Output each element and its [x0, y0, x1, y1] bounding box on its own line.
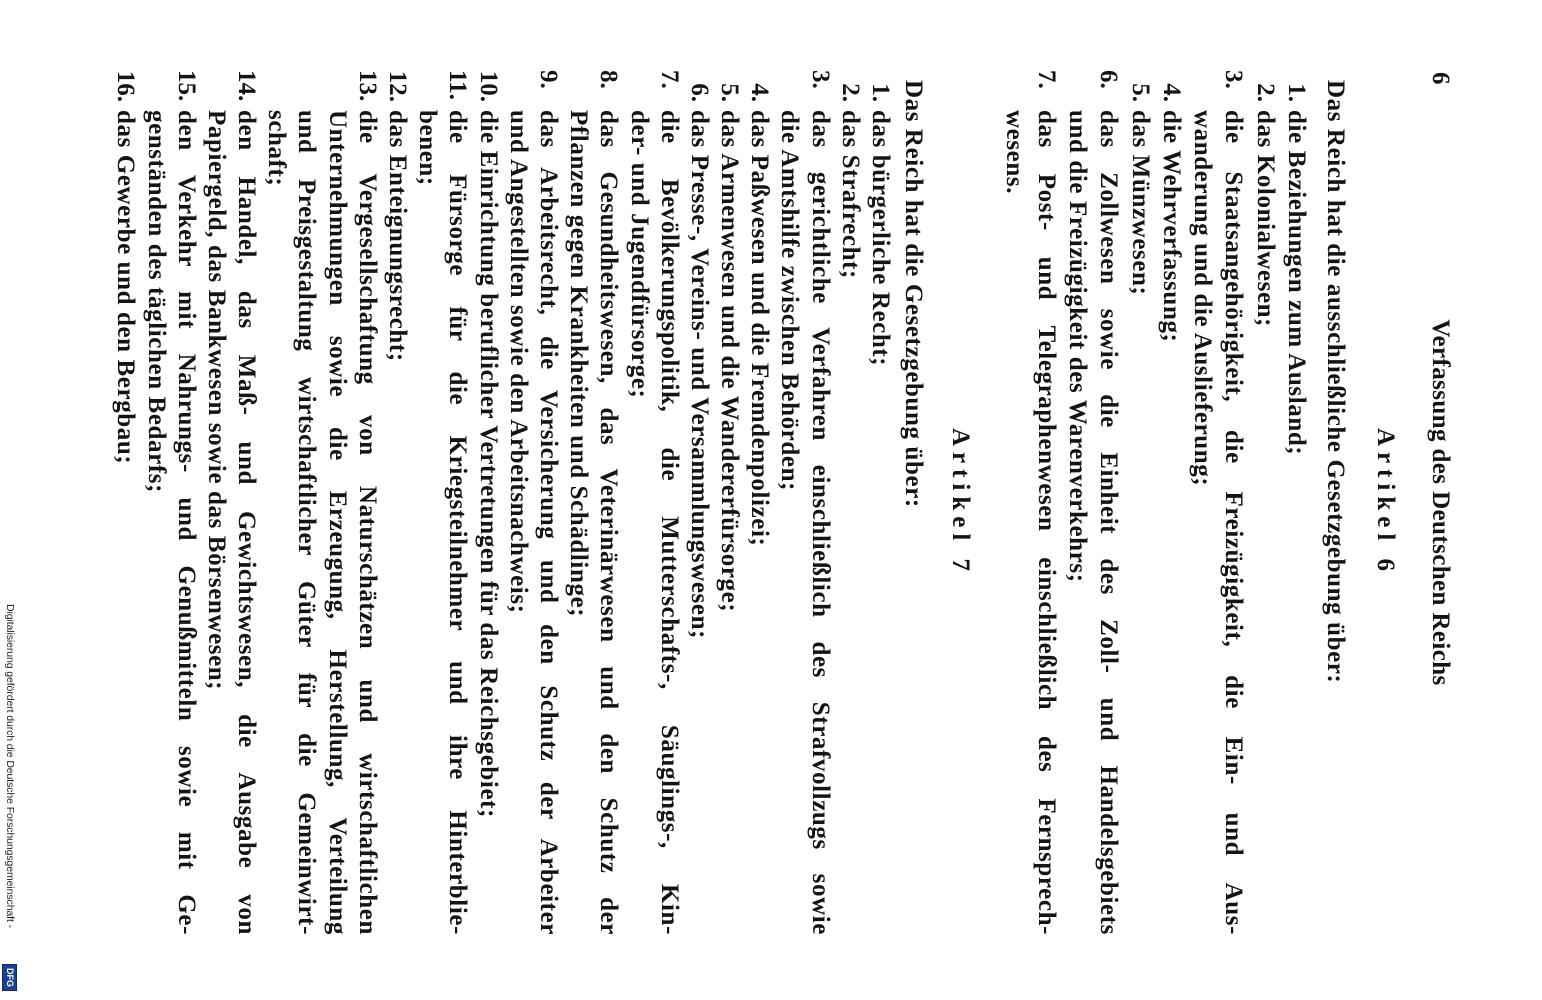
- item-text: das Münzwesen;: [1126, 110, 1154, 296]
- item-continuation-line: [623, 70, 653, 935]
- article-heading: Artikel 6: [1372, 427, 1399, 578]
- item-first-line: [382, 70, 412, 935]
- list-item: [1281, 70, 1312, 935]
- item-continuation-line: [1187, 70, 1218, 935]
- list-item: [835, 70, 865, 935]
- item-first-line: [110, 70, 140, 935]
- item-number: 5.: [1126, 83, 1154, 102]
- item-text: Papiergeld, das Bankwesen sowie das Börsenwesen;: [202, 110, 230, 691]
- item-continuation-line: [774, 70, 804, 935]
- item-text: das Armenwesen und die Wandererfürsorge;: [716, 110, 744, 613]
- item-number: 11.: [444, 70, 472, 100]
- article-6: [999, 70, 1400, 935]
- running-title: Verfassung des Deutschen Reichs: [1427, 319, 1454, 686]
- list-item: [563, 70, 623, 935]
- item-number: 12.: [384, 70, 412, 102]
- item-number: 3.: [806, 70, 834, 89]
- list-item: [623, 70, 683, 935]
- list-item: [140, 70, 200, 935]
- item-text: schaft;: [263, 110, 291, 187]
- item-first-line: [231, 70, 261, 935]
- item-text: die Staatsangehörigkeit, die Freizügigkeit, die Ein- und Aus-: [1220, 110, 1248, 935]
- article-item-list: [110, 70, 895, 935]
- article-intro: Das Reich hat die Gesetzgebung über:: [900, 80, 928, 508]
- item-first-line: [533, 70, 563, 935]
- list-item: [1062, 70, 1125, 935]
- list-item: [865, 70, 895, 935]
- item-first-line: [1124, 70, 1155, 935]
- list-item: [110, 70, 140, 935]
- item-first-line: [684, 70, 714, 935]
- page-text-block: [110, 70, 1455, 935]
- item-number: 4.: [1157, 83, 1185, 102]
- item-text: genständen des täglichen Bedarfs;: [142, 110, 170, 494]
- item-number: 2.: [836, 83, 864, 102]
- item-number: 4.: [746, 83, 774, 102]
- item-number: 8.: [595, 70, 623, 89]
- item-first-line: [804, 70, 834, 935]
- list-item: [1187, 70, 1250, 935]
- item-text: und Preisgestaltung wirtschaftlicher Güter für die Gemeinwirt-: [293, 110, 321, 935]
- list-item: [1156, 70, 1187, 935]
- item-text: das Zollwesen sowie die Einheit des Zoll- und Handelsgebiets: [1095, 110, 1123, 935]
- list-item: [382, 70, 412, 935]
- item-text: wanderung und die Auslieferung;: [1189, 110, 1217, 487]
- item-continuation-line: [291, 70, 321, 935]
- item-text: die Einrichtung beruflicher Vertretungen für das Reichsgebiet;: [474, 110, 502, 819]
- item-continuation-line: [1062, 70, 1093, 935]
- article-heading: Artikel 7: [947, 427, 975, 578]
- item-number: 14.: [233, 70, 261, 102]
- item-text: der- und Jugendfürsorge;: [625, 110, 653, 399]
- item-continuation-line: [140, 70, 170, 935]
- list-item: [412, 70, 472, 935]
- list-item: [999, 70, 1062, 935]
- item-text: die Fürsorge für die Kriegsteilnehmer und ihre Hinterblie-: [444, 110, 472, 935]
- item-number: 1.: [867, 83, 895, 102]
- item-text: das Enteignungsrecht;: [384, 110, 412, 362]
- item-text: benen;: [414, 110, 442, 186]
- item-text: das Gewerbe und den Bergbau;: [112, 110, 140, 465]
- item-text: das Gesundheitswesen, das Veterinärwesen und den Schutz der: [595, 110, 623, 935]
- dfg-logo-text: DFG: [5, 968, 15, 987]
- item-first-line: [1156, 70, 1187, 935]
- item-continuation-line: [999, 70, 1030, 935]
- item-first-line: [472, 70, 502, 935]
- item-first-line: [835, 70, 865, 935]
- item-continuation-line: [563, 70, 593, 935]
- item-continuation-line: [412, 70, 442, 935]
- list-item: [714, 70, 744, 935]
- item-first-line: [1249, 70, 1280, 935]
- item-text: den Verkehr mit Nahrungs- und Genußmitteln sowie mit Ge-: [172, 110, 200, 935]
- item-first-line: [654, 70, 684, 935]
- list-item: [684, 70, 714, 935]
- item-continuation-line: [321, 70, 351, 935]
- list-item: [1124, 70, 1155, 935]
- item-first-line: [593, 70, 623, 935]
- item-text: Pflanzen gegen Krankheiten und Schädlinge;: [565, 110, 593, 618]
- page-number: 6: [1427, 72, 1454, 85]
- item-number: 6.: [685, 83, 713, 102]
- item-first-line: [714, 70, 744, 935]
- dfg-logo: [2, 964, 17, 991]
- article-7: [110, 70, 975, 935]
- item-text: den Handel, das Maß- und Gewichtswesen, die Ausgabe von: [233, 110, 261, 935]
- item-continuation-line: [503, 70, 533, 935]
- list-item: [1249, 70, 1280, 935]
- item-number: 15.: [172, 70, 200, 102]
- list-item: [774, 70, 834, 935]
- article-intro: Das Reich hat die ausschließliche Gesetzgebung über:: [1322, 80, 1349, 684]
- item-continuation-line: [261, 70, 291, 935]
- item-first-line: [171, 70, 201, 935]
- item-first-line: [1218, 70, 1249, 935]
- item-text: die Beziehungen zum Ausland;: [1283, 110, 1310, 456]
- item-first-line: [442, 70, 472, 935]
- item-number: 7.: [655, 70, 683, 89]
- list-item: [261, 70, 382, 935]
- digitization-credit: Digitalisierung gefördert durch die Deutsche Forschungsgemeinschaft -: [4, 604, 16, 929]
- item-first-line: [352, 70, 382, 935]
- list-item: [744, 70, 774, 935]
- list-item: [503, 70, 563, 935]
- item-first-line: [1093, 70, 1124, 935]
- item-first-line: [1030, 70, 1061, 935]
- item-text: und die Freizügigkeit des Warenverkehrs;: [1063, 110, 1091, 583]
- item-text: die Vergesellschaftung von Naturschätzen und wirtschaftlichen: [353, 110, 381, 935]
- item-number: 7.: [1032, 70, 1060, 89]
- item-first-line: [1281, 70, 1312, 935]
- item-number: 3.: [1220, 70, 1248, 89]
- item-number: 2.: [1251, 83, 1279, 102]
- item-number: 13.: [353, 70, 381, 102]
- item-text: das Kolonialwesen;: [1251, 110, 1279, 328]
- item-text: die Amtshilfe zwischen Behörden;: [776, 110, 804, 491]
- running-head: [1425, 70, 1455, 935]
- item-text: wesens.: [1001, 110, 1029, 195]
- item-text: das Presse-, Vereins- und Versammlungswesen;: [685, 110, 713, 639]
- item-text: und Angestellten sowie den Arbeitsnachweis;: [504, 110, 532, 614]
- list-item: [201, 70, 261, 935]
- item-text: die Bevölkerungspolitik, die Mutterschafts-, Säuglings-, Kin-: [655, 110, 683, 935]
- item-number: 1.: [1283, 83, 1310, 102]
- item-text: die Wehrverfassung;: [1157, 110, 1185, 343]
- item-continuation-line: [201, 70, 231, 935]
- item-number: 16.: [112, 70, 140, 102]
- item-number: 10.: [474, 70, 502, 102]
- item-first-line: [744, 70, 774, 935]
- item-text: das Strafrecht;: [836, 110, 864, 279]
- item-text: das Post- und Telegraphenwesen einschließlich des Fernsprech-: [1032, 110, 1060, 935]
- item-text: das Paßwesen und die Fremdenpolizei;: [746, 110, 774, 547]
- item-number: 6.: [1095, 70, 1123, 89]
- item-text: Unternehmungen sowie die Erzeugung, Herstellung, Verteilung: [323, 110, 351, 935]
- item-text: das gerichtliche Verfahren einschließlich des Strafvollzugs sowie: [806, 110, 834, 935]
- item-first-line: [865, 70, 895, 935]
- item-text: das bürgerliche Recht;: [867, 110, 895, 367]
- list-item: [472, 70, 502, 935]
- item-number: 5.: [716, 83, 744, 102]
- item-text: das Arbeitsrecht, die Versicherung und den Schutz der Arbeiter: [534, 110, 562, 935]
- item-number: 9.: [534, 70, 562, 89]
- article-item-list: [999, 70, 1312, 935]
